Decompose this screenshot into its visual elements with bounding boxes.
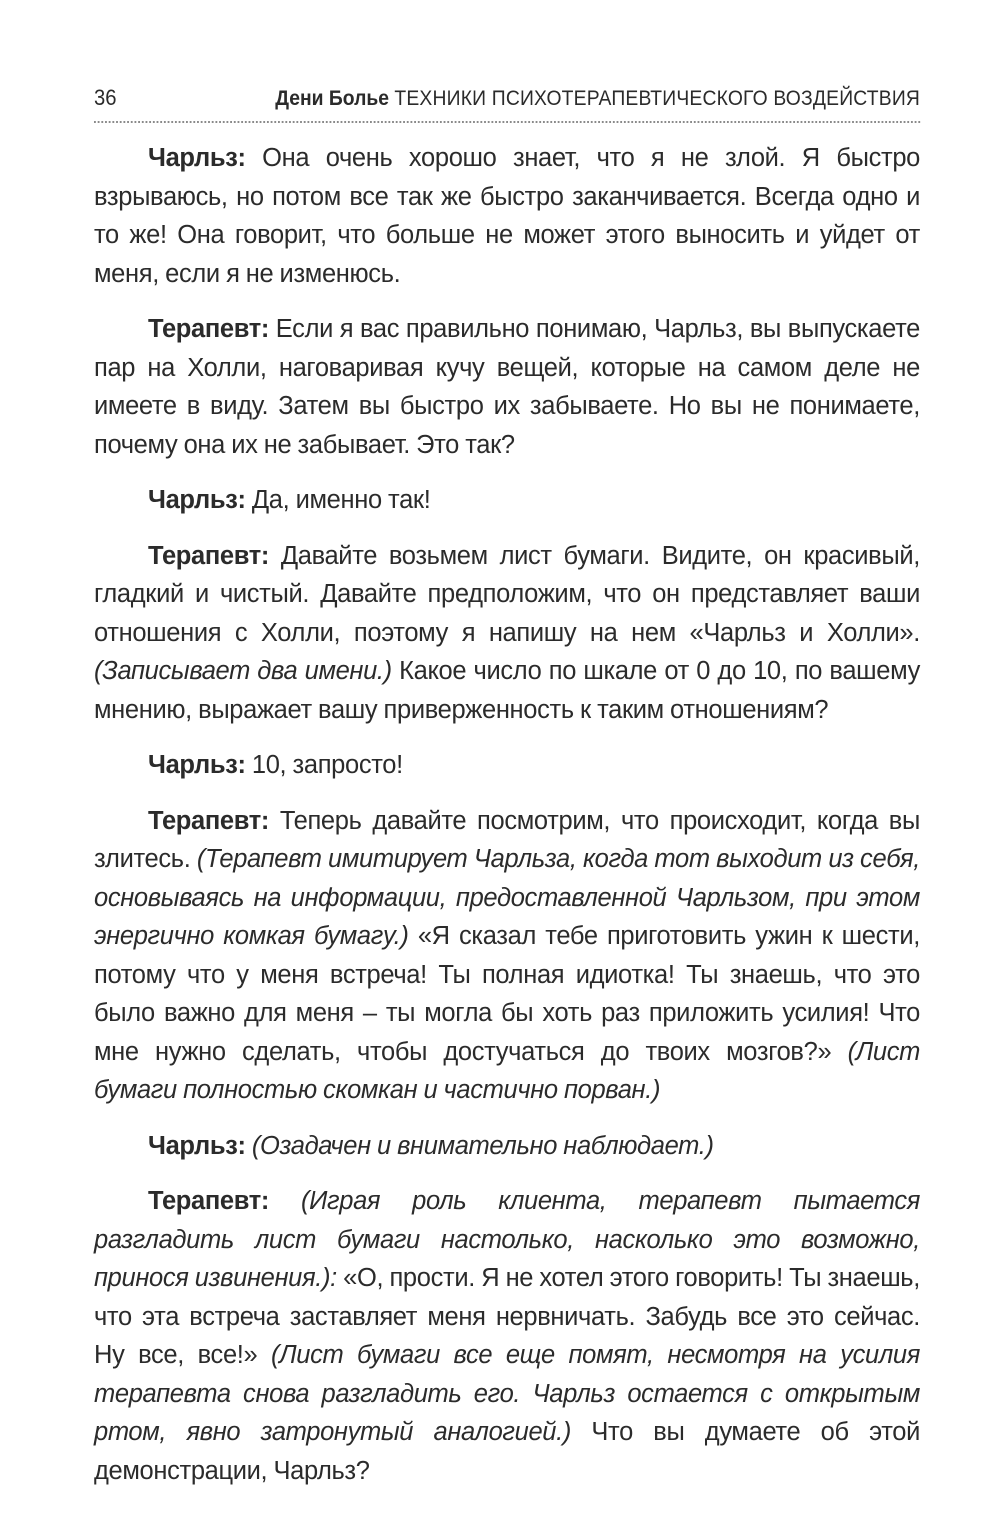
speech-text: Если я вас правильно понимаю, Чарльз, вы выпускаете пар на Холли, наговаривая кучу вещей, которые на самом деле не имеете в виду. Затем вы быстро их забываете. Но вы не понимаете, почему она их не забывает. Это так? — [94, 315, 920, 459]
speaker-label: Чарльз: — [148, 486, 246, 514]
speech-text: Теперь давайте посмотрим, что происходит, когда вы злитесь. — [94, 806, 920, 873]
book-title: ТЕХНИКИ ПСИХОТЕРАПЕВТИЧЕСКОГО ВОЗДЕЙСТВИЯ — [394, 87, 921, 110]
book-header — [275, 85, 920, 113]
speech-text: «О, прости. Я не хотел этого говорить! Ты знаешь, что эта встреча заставляет меня нервничать. Забудь все это сейчас. Ну все, все!» — [94, 1264, 920, 1369]
dialogue-text — [94, 139, 920, 1490]
speech-text: Она очень хорошо знает, что я не злой. Я быстро взрываюсь, но потом все так же быстро заканчивается. Всегда одно и то же! Она говорит, что больше не может этого выносить и уйдет от меня, если я не изменюсь. — [94, 144, 920, 288]
speaker-label: Терапевт: — [148, 541, 270, 570]
speech-text: Да, именно так! — [251, 486, 431, 514]
stage-direction: (Лист бумаги все еще помят, несмотря на усилия терапевта снова разгладить его. Чарльз остается с открытым ртом, явно затронутый аналогией.) — [94, 1341, 920, 1446]
running-header — [94, 84, 920, 123]
book-page — [94, 84, 920, 1507]
stage-direction: (Играя роль клиента, терапевт пытается разгладить лист бумаги настолько, насколько это возможно, принося извинения.): — [94, 1187, 920, 1292]
speaker-label: Терапевт: — [148, 806, 270, 835]
speaker-label: Терапевт: — [148, 315, 270, 343]
page-number: 36 — [94, 85, 117, 110]
dialogue-paragraph — [94, 1127, 920, 1166]
speech-text: «Я сказал тебе приготовить ужин к шести, потому что у меня встреча! Ты полная идиотка! Ты знаешь, что это было важно для меня – ты могла бы хоть раз приложить усилия! Что мне нужно сделать, чтобы достучаться до твоих мозгов?» — [94, 922, 920, 1066]
speaker-label: Терапевт: — [148, 1187, 270, 1215]
dialogue-paragraph — [94, 310, 920, 464]
book-author: Дени Болье — [275, 87, 389, 110]
dialogue-paragraph — [94, 1182, 920, 1490]
dialogue-paragraph — [94, 802, 920, 1110]
dialogue-paragraph — [94, 537, 920, 730]
stage-direction: (Озадачен и внимательно наблюдает.) — [251, 1131, 714, 1160]
speech-text: Давайте возьмем лист бумаги. Видите, он красивый, гладкий и чистый. Давайте предположим, что он представляет ваши отношения с Холли, поэтому я напишу на нем «Чарльз и Холли». — [94, 541, 920, 647]
dialogue-paragraph — [94, 139, 920, 293]
dialogue-paragraph — [94, 746, 920, 785]
speech-text: Что вы думаете об этой демонстрации, Чарльз? — [94, 1418, 920, 1485]
dialogue-paragraph — [94, 481, 920, 520]
stage-direction: (Терапевт имитирует Чарльза, когда тот выходит из себя, основываясь на информации, предоставленной Чарльзом, при этом энергично комкая бумагу.) — [94, 845, 920, 950]
speaker-label: Чарльз: — [148, 1131, 246, 1160]
speech-text: Какое число по шкале от 0 до 10, по вашему мнению, выражает вашу приверженность к таким отношениям? — [94, 657, 920, 724]
stage-direction: (Записывает два имени.) — [94, 657, 392, 685]
speaker-label: Чарльз: — [148, 144, 246, 172]
speech-text: 10, запросто! — [251, 751, 403, 779]
speaker-label: Чарльз: — [148, 751, 246, 779]
stage-direction: (Лист бумаги полностью скомкан и частично порван.) — [94, 1037, 920, 1104]
